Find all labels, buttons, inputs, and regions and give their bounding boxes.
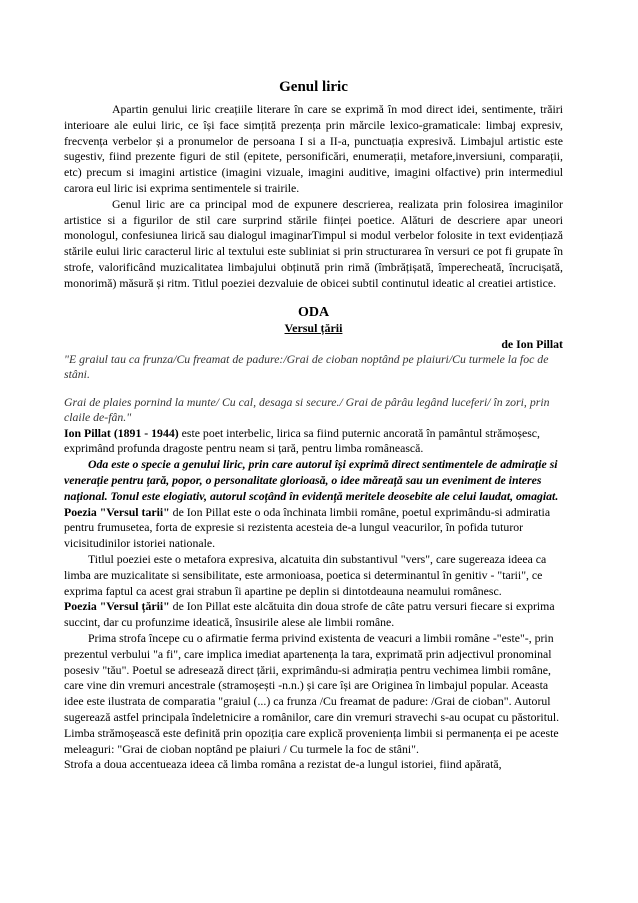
poem-title-ref-2: Poezia "Versul țării" <box>64 599 170 614</box>
poem-quote-2: Grai de plaies pornind la munte/ Cu cal, desaga si secure./ Grai de pârâu legând luceferi/ în zori, prin claile de-fân." <box>64 394 550 425</box>
ode-subtitle: Versul țării <box>284 320 343 335</box>
author-bio-name: Ion Pillat (1891 - 1944) <box>64 425 179 440</box>
intro-paragraph-1: Apartin genului liric creațiile literare în care se exprimă în mod direct idei, sentimente, trăiri interioare ale eului liric, ce își face simțită prezența prin mărcile lexico-gramaticale: limbaj expresiv, frecvența verbelor și a pronumelor de persoana I si a II-a, punctuația expresivă. Limbajul artistic este sugestiv, fiind prezente figuri de stil (epitete, personificări, enumerații, metafore,inversiuni, comparații, etc) precum si imagini artistice (imagini vizuale, imagini auditive, imagini olfactive) prin intermediul carora eul liric isi exprima sentimentele si trairile. <box>64 102 563 195</box>
ode-definition: Oda este o specie a genului liric, prin care autorul își exprimă direct sentimentele de admirație si venerație pentru țară, popor, o personalitate glorioasă, o idee măreață sau un eveniment de interes național. Tonul este elogiativ, autorul scoțând în evidență meritele deosebite ale celui laudat, omagiat. <box>64 457 559 503</box>
poem-paragraph-1-text: de Ion Pillat este o oda închinata limbii române, poetul exprimându-si admiratia pentru frumusetea, forta de expresie si rezistenta acesteia de-a lungul veacurilor, în pofida tuturor vicisitudinilor istoriei nationale. <box>64 504 551 551</box>
page-title: Genul liric <box>279 79 348 95</box>
poem-paragraph-4: Prima strofa începe cu o afirmatie ferma privind existenta de veacuri a limbii române -"este"-, prin prezentul verbului "a fi", care implica imediat apartenența la tara, exprimată prin adjectivul pronominal posesiv "tău". Poetul se adresează direct țării, exprimându-si admirația pentru vechimea limbii române, care vine din vremuri ancestrale (stramoșești -n.n.) și care își are Originea în limbajul popular. Aceasta idee este ilustrata de comparatia "graiul (...) ca frunza /Cu freamat de padure: /Grai de cioban". Autorul sugerează astfel principala îndeletnicire a românilor, care din vremuri stravechi s-au ocupat cu păstoritul. Limba strămoșească este definită prin opoziția care explică proveniența limbii si permanența ei pe aceste meleaguri: "Grai de cioban noptând pe plaiuri / Cu turmele la foc de stâni". <box>64 630 560 756</box>
author-bio <box>64 426 563 458</box>
poem-title-ref-1: Poezia "Versul tarii" <box>64 504 170 519</box>
poem-paragraph-3-text: de Ion Pillat este alcătuita din doua strofe de câte patru versuri fiecare si exprima succint, dar cu profunzime ideatică, însusirile alese ale limbii române. <box>64 599 555 630</box>
poem-paragraph-5: Strofa a doua accentueaza ideea că limba româna a rezistat de-a lungul istoriei, fiind apărată, <box>64 757 502 772</box>
intro-paragraph-2: Genul liric are ca principal mod de expunere descrierea, realizata prin folosirea imaginilor artistice si a figurilor de stil care surprind stările ființei poetice. Alături de descriere apar uneori monologul, confesiunea lirică sau dialogul imaginarTimpul si modul verbelor folosite in text evidențiază stările eului liric caracterul liric al textului este subliniat si prin structurarea în versuri ce pot fi grupate în strofe, valorificând muzicalitatea limbajului obținută prin rimă (îmbrățișată, împerecheată, încrucișată, monorimă) măsură și ritm. Titlul poeziei dezvaluie de obicei subtil continutul ideatic al creatiei artistice. <box>64 196 563 290</box>
poem-paragraph-1 <box>64 505 563 552</box>
ode-heading: ODA <box>297 304 330 320</box>
ode-author: de Ion Pillat <box>501 336 563 351</box>
poem-quote-1: "E graiul tau ca frunza/Cu freamat de padure:/Grai de cioban noptând pe plaiuri/Cu turmele la foc de stâni. <box>64 351 549 382</box>
document-page <box>64 78 563 773</box>
poem-paragraph-3 <box>64 599 563 631</box>
poem-paragraph-2: Titlul poeziei este o metafora expresiva, alcatuita din substantivul "vers", care sugereaza ideea ca limba are muzicalitate si sensibilitate, este armonioasa, poetica si determinantul în genitiv - "tarii", ce exprima faptul ca acest grai strabun îi apartine pe deplin si dintotdeauna neamului românesc. <box>64 551 547 598</box>
author-bio-text: este poet interbelic, lirica sa fiind puternic ancorată în pamântul strămoșesc, exprimând profunda dragoste pentru neam si țară, pentru limba românească. <box>64 425 540 456</box>
